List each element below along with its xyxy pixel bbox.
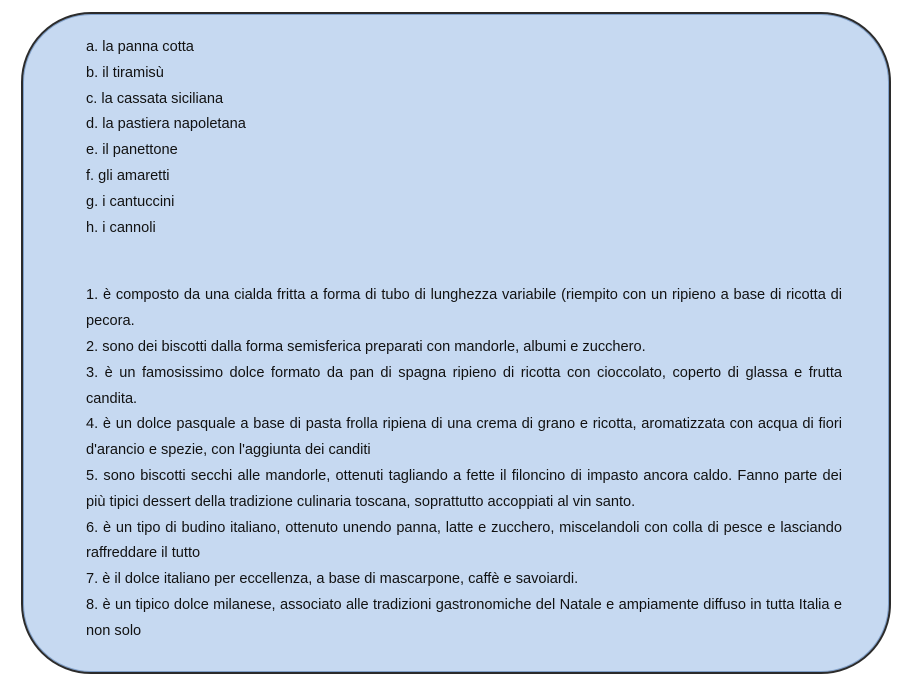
dessert-options-list: [86, 35, 842, 241]
description-6: 6. è un tipo di budino italiano, ottenuto unendo panna, latte e zucchero, miscelandoli con colla di pesce e lasciando raffreddare il tutto: [86, 519, 842, 562]
option-e: e. il panettone: [86, 142, 178, 159]
description-1: 1. è composto da una cialda fritta a forma di tubo di lunghezza variabile (riempito con un ripieno a base di ricotta di pecora.: [86, 287, 842, 330]
description-8: 8. è un tipico dolce milanese, associato alle tradizioni gastronomiche del Natale e ampiamente diffuso in tutta Italia e non solo: [86, 596, 842, 639]
description-5: 5. sono biscotti secchi alle mandorle, ottenuti tagliando a fette il filoncino di impasto ancora caldo. Fanno parte dei più tipici dessert della tradizione culinaria toscana, soprattutto accoppiati al vin santo.: [86, 467, 842, 510]
option-f: f. gli amaretti: [86, 167, 170, 184]
description-2: 2. sono dei biscotti dalla forma semisferica preparati con mandorle, albumi e zucchero.: [86, 338, 646, 355]
option-h: h. i cannoli: [86, 219, 156, 236]
dessert-descriptions-list: [86, 283, 842, 644]
option-b: b. il tiramisù: [86, 64, 164, 81]
option-g: g. i cantuccini: [86, 193, 175, 210]
option-c: c. la cassata siciliana: [86, 90, 224, 107]
description-3: 3. è un famosissimo dolce formato da pan di spagna ripieno di ricotta con cioccolato, coperto di glassa e frutta candita.: [86, 364, 842, 407]
description-7: 7. è il dolce italiano per eccellenza, a base di mascarpone, caffè e savoiardi.: [86, 571, 579, 588]
option-a: a. la panna cotta: [86, 39, 194, 55]
exercise-content: [86, 35, 842, 645]
option-d: d. la pastiera napoletana: [86, 116, 246, 133]
description-4: 4. è un dolce pasquale a base di pasta frolla ripiena di una crema di grano e ricotta, aromatizzata con acqua di fiori d'arancio e spezie, con l'aggiunta dei canditi: [86, 416, 842, 459]
